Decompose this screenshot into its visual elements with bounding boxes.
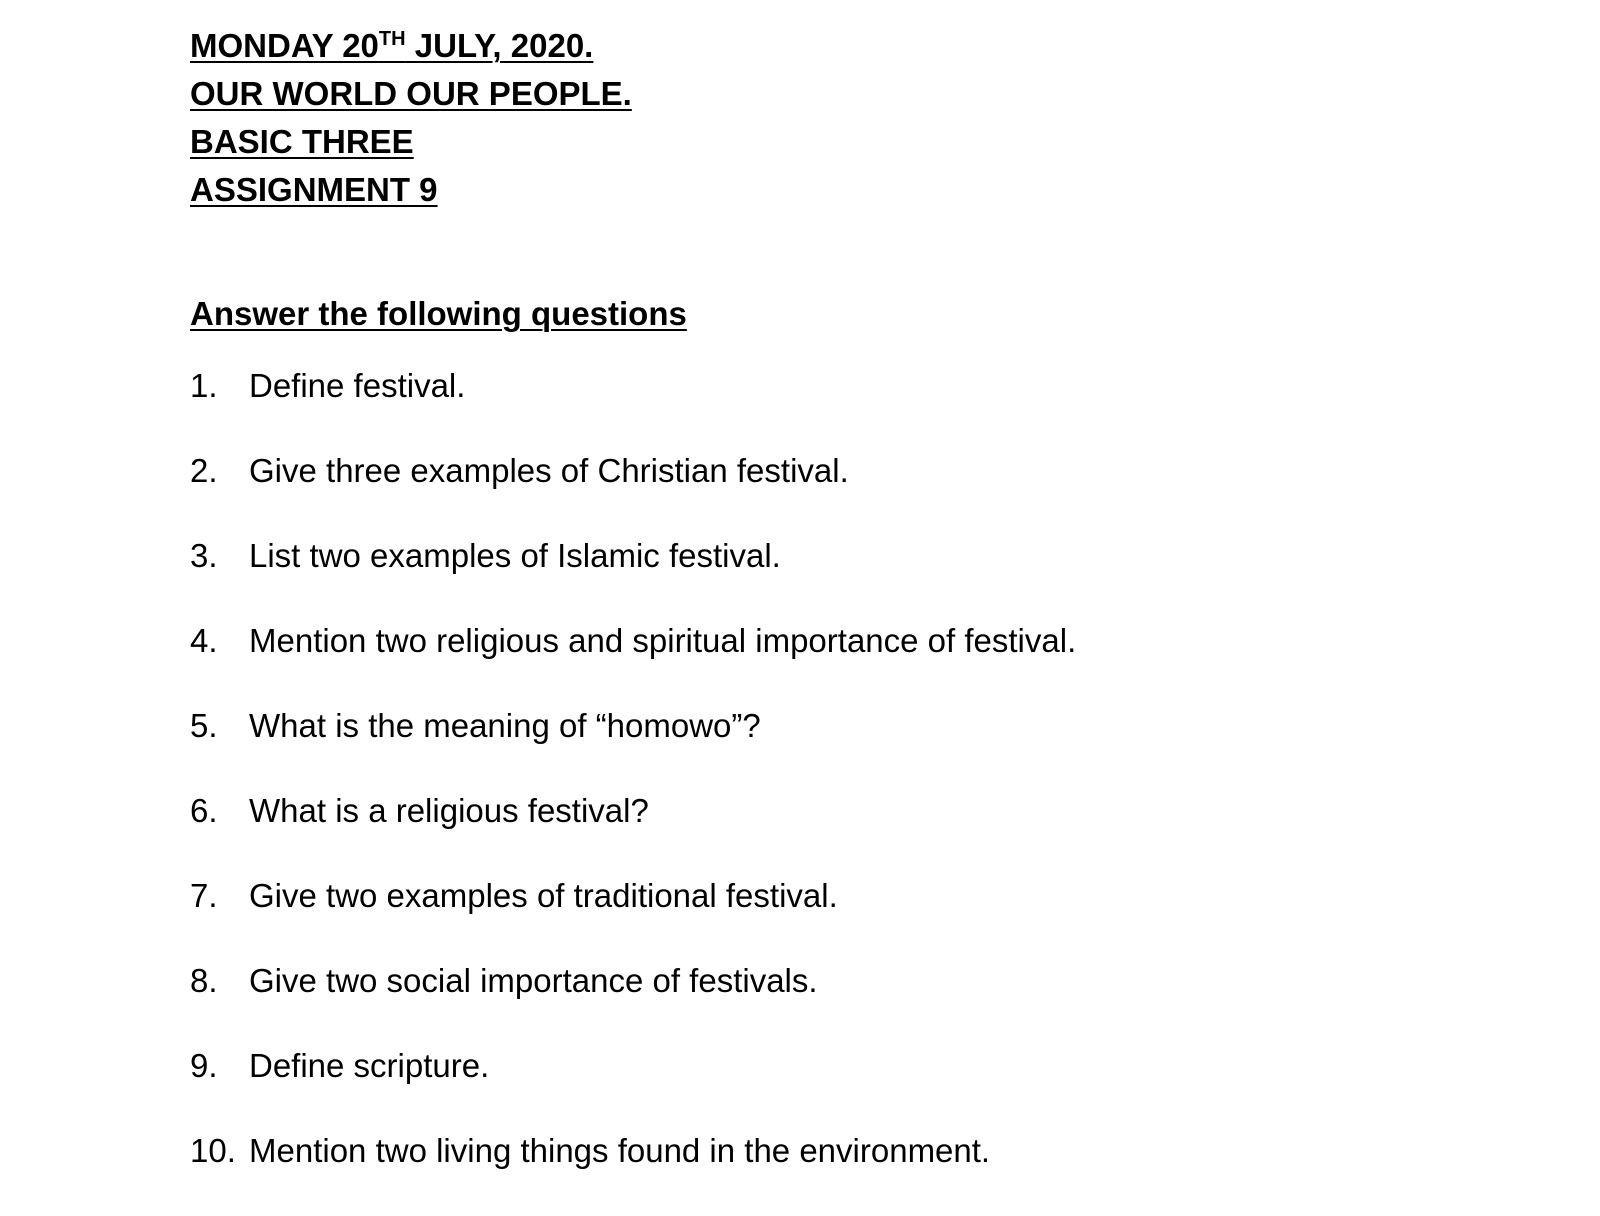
question-text: Mention two living things found in the environment. — [249, 1132, 991, 1169]
document-header — [190, 22, 632, 214]
date-ordinal-suffix: TH — [378, 28, 406, 50]
question-text: Give two examples of traditional festival. — [249, 877, 838, 914]
question-number: 9. — [190, 1047, 218, 1084]
date-month-year-text: JULY, 2020. — [405, 27, 594, 64]
question-text: Give two social importance of festivals. — [249, 962, 818, 999]
question-text: What is the meaning of “homowo”? — [249, 707, 761, 744]
question-number: 1. — [190, 367, 218, 404]
question-number: 2. — [190, 452, 218, 489]
subject-title: OUR WORLD OUR PEOPLE. — [190, 75, 632, 112]
question-text: Define scripture. — [249, 1047, 490, 1084]
class-title: BASIC THREE — [190, 123, 414, 160]
assignment-title: ASSIGNMENT 9 — [190, 171, 438, 208]
question-text: List two examples of Islamic festival. — [249, 537, 781, 574]
instruction-heading: Answer the following questions — [190, 295, 687, 332]
question-text: Define festival. — [249, 367, 466, 404]
question-number: 5. — [190, 707, 218, 744]
question-text: What is a religious festival? — [249, 792, 649, 829]
question-number: 3. — [190, 537, 218, 574]
question-number: 8. — [190, 962, 218, 999]
question-number: 4. — [190, 622, 218, 659]
question-text: Give three examples of Christian festival. — [249, 452, 849, 489]
date-day-text: MONDAY 20 — [190, 27, 379, 64]
question-number: 10. — [190, 1132, 236, 1169]
date-line — [190, 22, 632, 70]
question-number: 7. — [190, 877, 218, 914]
question-text: Mention two religious and spiritual importance of festival. — [249, 622, 1077, 659]
question-number: 6. — [190, 792, 218, 829]
